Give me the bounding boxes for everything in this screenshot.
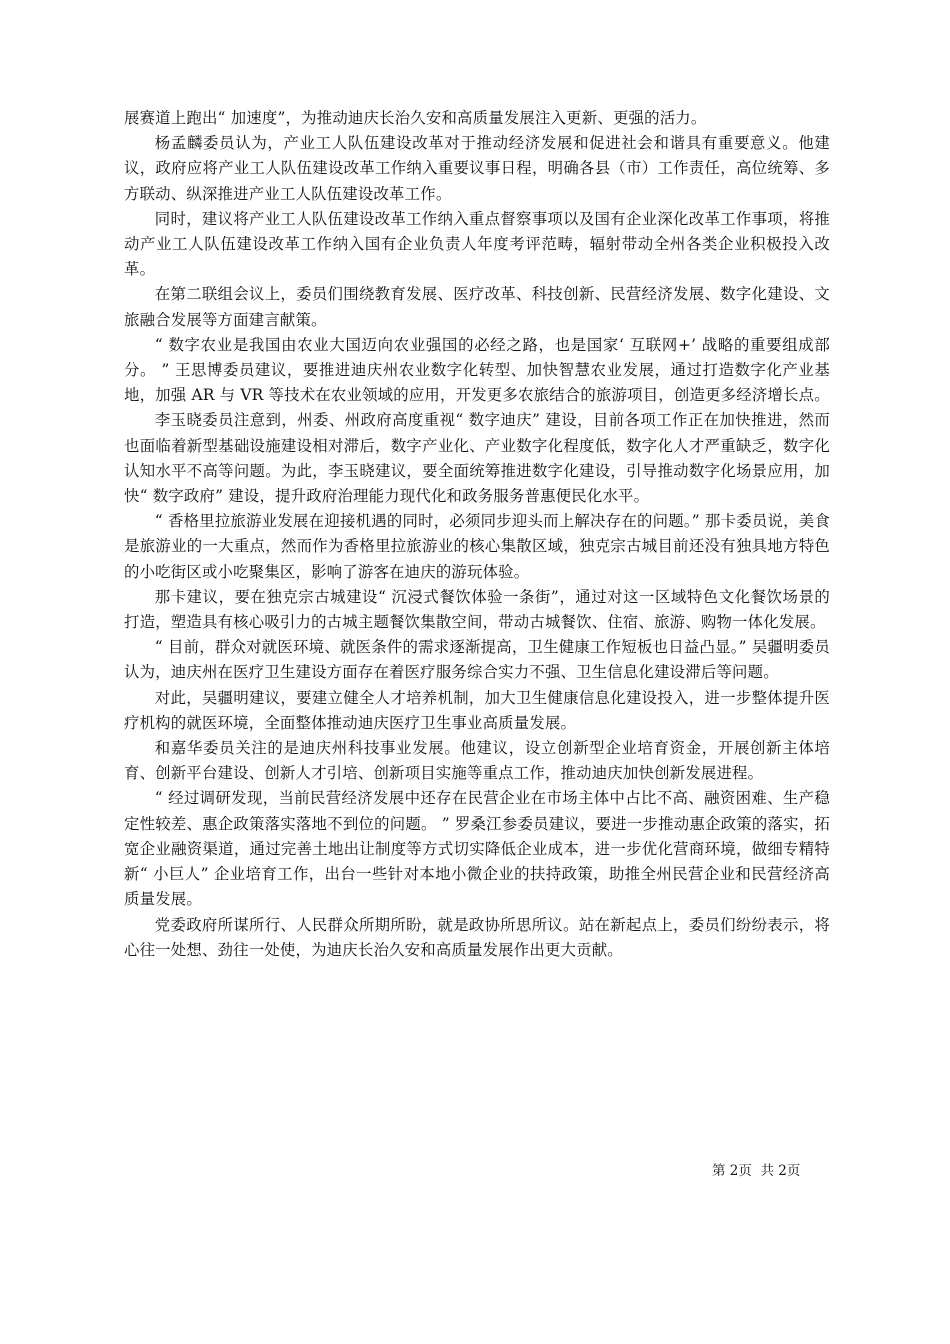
paragraph-10: 对此，吴疆明建议，要建立健全人才培养机制，加大卫生健康信息化建设投入，进一步整体提升医疗机构的就医环境，全面整体推动迪庆医疗卫生事业高质量发展。 <box>124 688 830 732</box>
page-number-footer: 第 2页 共 2页 <box>712 1163 801 1179</box>
paragraph-12: “ 经过调研发现，当前民营经济发展中还存在民营企业在市场主体中占比不高、融资困难、生产稳定性较差、惠企政策落实落地不到位的问题。 ” 罗桑江参委员建议，要进一步推动惠企政策的落实，拓宽企业融资渠道，通过完善土地出让制度等方式切实降低企业成本，进一步优化营商环境，做细专精特新“ 小巨人” 企业培育工作，出台一些针对本地小微企业的扶持政策，助推全州民营企业和民营经济高质量发展。 <box>124 789 830 909</box>
paragraph-2: 杨孟麟委员认为，产业工人队伍建设改革对于推动经济发展和促进社会和谐具有重要意义。他建议，政府应将产业工人队伍建设改革工作纳入重要议事日程，明确各县（市）工作责任，高位统筹、多方联动、纵深推进产业工人队伍建设改革工作。 <box>124 134 830 203</box>
paragraph-4: 在第二联组会议上，委员们围绕教育发展、医疗改革、科技创新、民营经济发展、数字化建设、文旅融合发展等方面建言献策。 <box>124 285 830 329</box>
article-body <box>124 106 830 963</box>
paragraph-11: 和嘉华委员关注的是迪庆州科技事业发展。他建议，设立创新型企业培育资金，开展创新主体培育、创新平台建设、创新人才引培、创新项目实施等重点工作，推动迪庆加快创新发展进程。 <box>124 739 830 783</box>
paragraph-1: 展赛道上跑出“ 加速度”，为推动迪庆长治久安和高质量发展注入更新、更强的活力。 <box>124 109 707 127</box>
paragraph-5: “ 数字农业是我国由农业大国迈向农业强国的必经之路，也是国家‘ 互联网+’ 战略的重要组成部分。 ” 王思博委员建议，要推进迪庆州农业数字化转型、加快智慧农业发展，通过打造数字化产业基地，加强 AR 与 VR 等技术在农业领域的应用，开发更多农旅结合的旅游项目，创造更多经济增长点。 <box>124 335 830 405</box>
paragraph-8: 那卡建议，要在独克宗古城建设“ 沉浸式餐饮体验一条街”，通过对这一区域特色文化餐饮场景的打造，塑造具有核心吸引力的古城主题餐饮集散空间，带动古城餐饮、住宿、旅游、购物一体化发展。 <box>124 587 830 632</box>
paragraph-3: 同时，建议将产业工人队伍建设改革工作纳入重点督察事项以及国有企业深化改革工作事项，将推动产业工人队伍建设改革工作纳入国有企业负责人年度考评范畴，辐射带动全州各类企业积极投入改革。 <box>124 209 830 279</box>
paragraph-9: “ 目前，群众对就医环境、就医条件的需求逐渐提高，卫生健康工作短板也日益凸显。” 吴疆明委员认为，迪庆州在医疗卫生建设方面存在着医疗服务综合实力不强、卫生信息化建设滞后等问题。 <box>124 638 830 682</box>
paragraph-13: 党委政府所谋所行、人民群众所期所盼，就是政协所思所议。站在新起点上，委员们纷纷表示，将心往一处想、劲往一处使，为迪庆长治久安和高质量发展作出更大贡献。 <box>124 915 830 959</box>
paragraph-6: 李玉晓委员注意到，州委、州政府高度重视“ 数字迪庆” 建设，目前各项工作正在加快推进，然而也面临着新型基础设施建设相对滞后，数字产业化、产业数字化程度低，数字化人才严重缺乏，数字化认知水平不高等问题。为此，李玉晓建议，要全面统筹推进数字化建设，引导推动数字化场景应用，加快“ 数字政府” 建设，提升政府治理能力现代化和政务服务普惠便民化水平。 <box>124 411 830 506</box>
paragraph-7: “ 香格里拉旅游业发展在迎接机遇的同时，必须同步迎头而上解决存在的问题。” 那卡委员说，美食是旅游业的一大重点，然而作为香格里拉旅游业的核心集散区域，独克宗古城目前还没有独具地方特色的小吃街区或小吃聚集区，影响了游客在迪庆的游玩体验。 <box>124 512 830 581</box>
